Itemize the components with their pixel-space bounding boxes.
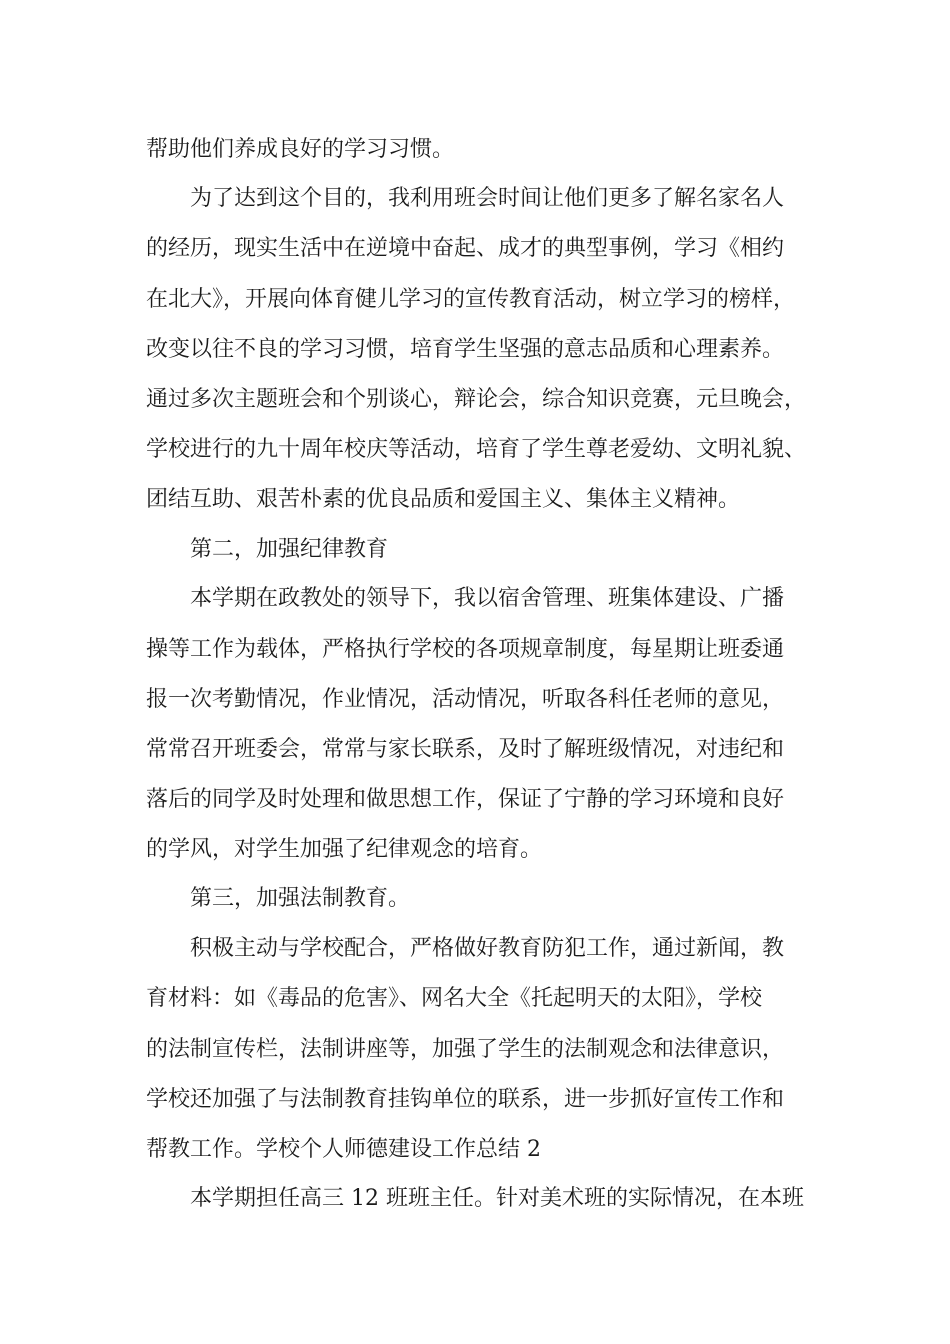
paragraph-line: 积极主动与学校配合，严格做好教育防犯工作，通过新闻，教: [190, 936, 785, 961]
paragraph-line: 落后的同学及时处理和做思想工作，保证了宁静的学习环境和良好: [146, 787, 785, 812]
paragraph-line: 操等工作为载体，严格执行学校的各项规章制度，每星期让班委通: [146, 637, 785, 662]
paragraph-line: 团结互助、艰苦朴素的优良品质和爱国主义、集体主义精神。: [146, 487, 741, 512]
paragraph-line: 在北大》，开展向体育健儿学习的宣传教育活动，树立学习的榜样，: [146, 287, 796, 312]
paragraph-line: 常常召开班委会，常常与家长联系，及时了解班级情况，对违纪和: [146, 737, 785, 762]
paragraph-line: 学校进行的九十周年校庆等活动，培育了学生尊老爱幼、文明礼貌、: [146, 437, 807, 462]
paragraph-line: 帮助他们养成良好的学习习惯。: [146, 137, 455, 162]
paragraph-line: 的法制宣传栏，法制讲座等，加强了学生的法制观念和法律意识，: [146, 1037, 785, 1062]
section-heading: 第三，加强法制教育。: [190, 886, 411, 911]
paragraph-line: 育材料：如《毒品的危害》、网名大全《托起明天的太阳》，学校: [146, 986, 763, 1011]
paragraph-line: 的经历，现实生活中在逆境中奋起、成才的典型事例，学习《相约: [146, 236, 785, 261]
paragraph-line: 报一次考勤情况，作业情况，活动情况，听取各科任老师的意见，: [146, 687, 785, 712]
paragraph-line: 改变以往不良的学习习惯，培育学生坚强的意志品质和心理素养。: [146, 337, 785, 362]
paragraph-line: 本学期在政教处的领导下，我以宿舍管理、班集体建设、广播: [190, 586, 785, 611]
paragraph-line: 学校还加强了与法制教育挂钩单位的联系，进一步抓好宣传工作和: [146, 1087, 785, 1112]
paragraph-line: 的学风，对学生加强了纪律观念的培育。: [146, 837, 543, 862]
paragraph-line: 为了达到这个目的，我利用班会时间让他们更多了解名家名人: [190, 186, 785, 211]
section-heading: 第二，加强纪律教育: [190, 537, 389, 562]
paragraph-line: 本学期担任高三 12 班班主任。针对美术班的实际情况，在本班: [190, 1186, 804, 1211]
paragraph-line: 帮教工作。学校个人师德建设工作总结 2: [146, 1137, 541, 1162]
paragraph-line: 通过多次主题班会和个别谈心，辩论会，综合知识竞赛，元旦晚会，: [146, 387, 807, 412]
